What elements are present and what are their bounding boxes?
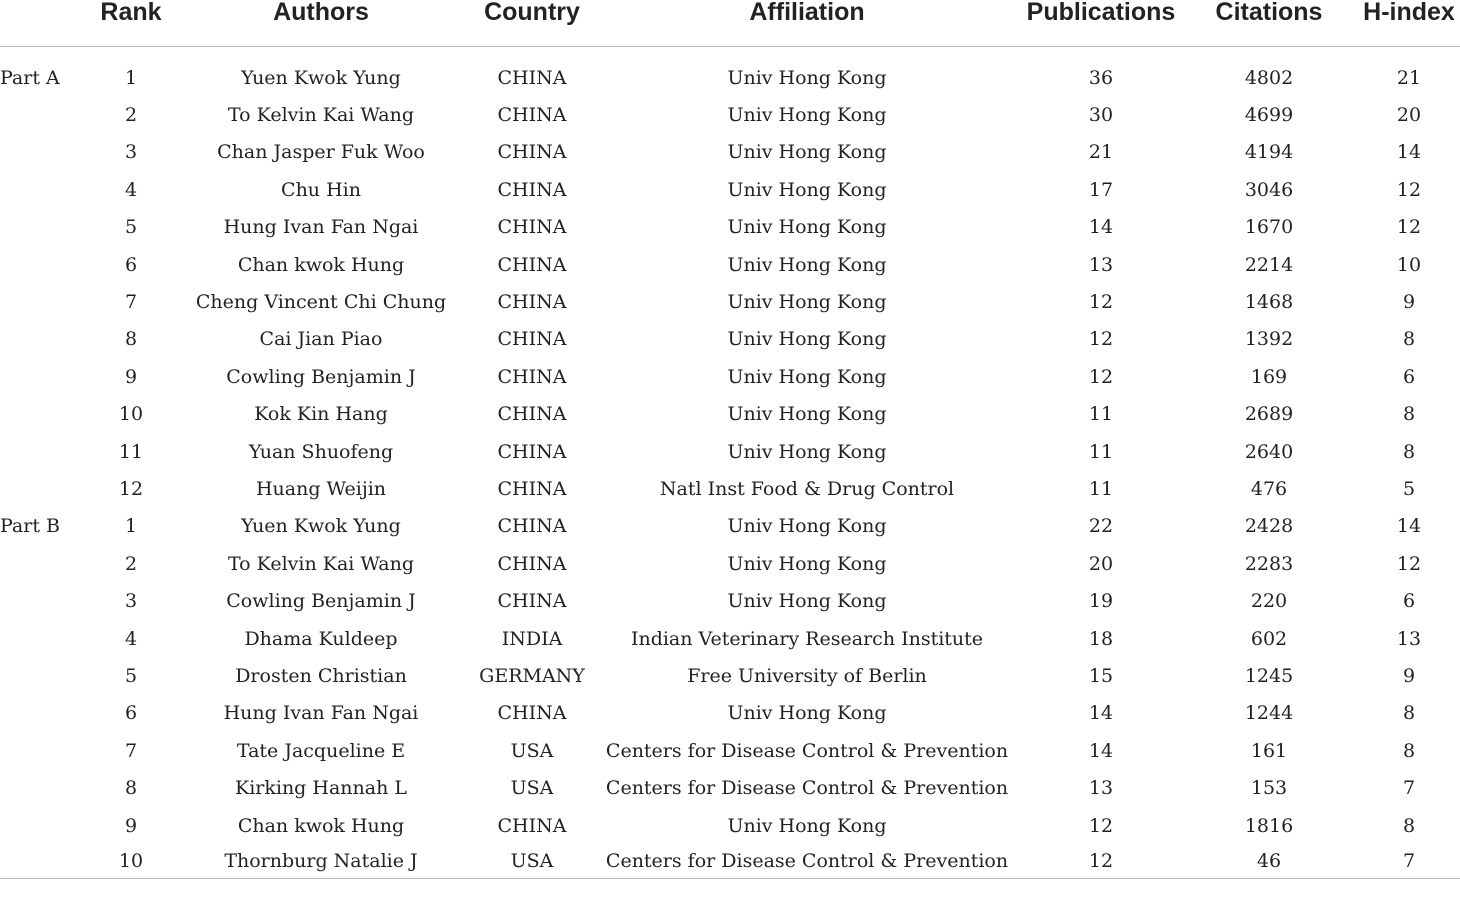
affiliation-cell: Univ Hong Kong (727, 66, 887, 89)
part-label (0, 321, 92, 358)
publications-cell: 19 (1088, 590, 1114, 613)
table-row (0, 134, 1460, 171)
rank-cell: 11 (118, 440, 144, 463)
publications-cell: 11 (1088, 440, 1114, 463)
part-label (0, 96, 92, 133)
rank-cell: 1 (124, 515, 138, 538)
part-label (0, 732, 92, 769)
table-row (0, 695, 1460, 732)
part-label (0, 695, 92, 732)
hindex-cell: 8 (1402, 739, 1416, 762)
rank-cell: 6 (124, 253, 138, 276)
citations-cell: 2640 (1244, 440, 1294, 463)
part-label (0, 657, 92, 694)
author-cell: To Kelvin Kai Wang (227, 552, 414, 575)
hindex-cell: 12 (1396, 178, 1422, 201)
citations-cell: 2689 (1244, 403, 1294, 426)
rank-cell: 3 (124, 590, 138, 613)
hindex-cell: 7 (1358, 844, 1460, 879)
publications-cell: 12 (1022, 844, 1180, 879)
rank-cell: 1 (124, 66, 138, 89)
rank-cell: 6 (124, 702, 138, 725)
table-row (0, 769, 1460, 806)
hindex-cell: 5 (1402, 477, 1416, 500)
part-label (0, 807, 92, 844)
rank-cell: 8 (124, 777, 138, 800)
rank-cell: 5 (124, 664, 138, 687)
author-cell: Chan Jasper Fuk Woo (217, 141, 425, 164)
country-cell: USA (510, 739, 554, 762)
part-label (0, 246, 92, 283)
hindex-cell: 9 (1402, 291, 1416, 314)
header-citations: Citations (1180, 0, 1358, 47)
publications-cell: 13 (1088, 777, 1114, 800)
citations-cell: 3046 (1244, 178, 1294, 201)
hindex-cell: 6 (1402, 590, 1416, 613)
author-cell: Huang Weijin (255, 477, 387, 500)
hindex-cell: 7 (1402, 777, 1416, 800)
country-cell: USA (510, 777, 554, 800)
country-cell: CHINA (497, 702, 567, 725)
rank-cell: 4 (124, 178, 138, 201)
table-row (0, 283, 1460, 320)
hindex-cell: 21 (1396, 66, 1422, 89)
affiliation-cell: Centers for Disease Control & Prevention (605, 777, 1009, 800)
publications-cell: 17 (1088, 178, 1114, 201)
country-cell: CHINA (497, 253, 567, 276)
part-label (0, 134, 92, 171)
table-row (0, 47, 1460, 97)
table-row (0, 582, 1460, 619)
citations-cell: 169 (1250, 365, 1288, 388)
hindex-cell: 6 (1402, 365, 1416, 388)
table-row (0, 657, 1460, 694)
country-cell: CHINA (497, 141, 567, 164)
publications-cell: 12 (1088, 328, 1114, 351)
publications-cell: 12 (1088, 291, 1114, 314)
publications-cell: 14 (1088, 216, 1114, 239)
header-rank: Rank (92, 0, 170, 47)
table-row (0, 732, 1460, 769)
country-cell: CHINA (497, 440, 567, 463)
header-hindex: H-index (1358, 0, 1460, 47)
affiliation-cell: Univ Hong Kong (727, 291, 887, 314)
table-row (0, 807, 1460, 844)
affiliation-cell: Univ Hong Kong (727, 515, 887, 538)
author-cell: Yuen Kwok Yung (241, 515, 401, 538)
author-cell: To Kelvin Kai Wang (227, 104, 414, 127)
country-cell: CHINA (497, 328, 567, 351)
part-label (0, 545, 92, 582)
author-cell: Chan kwok Hung (237, 814, 405, 837)
hindex-cell: 20 (1396, 104, 1422, 127)
affiliation-cell: Univ Hong Kong (727, 552, 887, 575)
country-cell: CHINA (497, 178, 567, 201)
rank-cell: 10 (118, 403, 144, 426)
hindex-cell: 8 (1402, 702, 1416, 725)
affiliation-cell: Univ Hong Kong (727, 702, 887, 725)
rank-cell: 9 (124, 814, 138, 837)
publications-cell: 14 (1088, 702, 1114, 725)
affiliation-cell: Univ Hong Kong (727, 141, 887, 164)
hindex-cell: 14 (1396, 515, 1422, 538)
author-cell: Chan kwok Hung (237, 253, 405, 276)
country-cell: GERMANY (479, 664, 585, 687)
part-label (0, 582, 92, 619)
citations-cell: 4699 (1244, 104, 1294, 127)
table-row (0, 358, 1460, 395)
affiliation-cell: Centers for Disease Control & Prevention (592, 844, 1022, 879)
publications-cell: 36 (1088, 66, 1114, 89)
publications-cell: 20 (1088, 552, 1114, 575)
country-cell: CHINA (497, 403, 567, 426)
author-cell: Yuen Kwok Yung (241, 66, 401, 89)
author-cell: Cowling Benjamin J (226, 590, 416, 613)
citations-cell: 1392 (1244, 328, 1294, 351)
citations-cell: 1670 (1244, 216, 1294, 239)
publications-cell: 18 (1088, 627, 1114, 650)
header-row (0, 0, 1460, 47)
author-cell: Kok Kin Hang (254, 403, 388, 426)
author-cell: Yuan Shuofeng (248, 440, 394, 463)
citations-cell: 1244 (1244, 702, 1294, 725)
part-label: Part A (0, 66, 60, 89)
publications-cell: 30 (1088, 104, 1114, 127)
header-publications: Publications (1022, 0, 1180, 47)
table-row (0, 396, 1460, 433)
country-cell: CHINA (497, 552, 567, 575)
citations-cell: 1245 (1244, 664, 1294, 687)
rank-cell: 10 (92, 844, 170, 879)
table-row (0, 96, 1460, 133)
affiliation-cell: Indian Veterinary Research Institute (630, 627, 984, 650)
citations-cell: 476 (1250, 477, 1288, 500)
part-label (0, 283, 92, 320)
hindex-cell: 12 (1396, 552, 1422, 575)
citations-cell: 220 (1250, 590, 1288, 613)
header-authors: Authors (170, 0, 472, 47)
publications-cell: 13 (1088, 253, 1114, 276)
author-cell: Drosten Christian (235, 664, 407, 687)
header-part (0, 0, 92, 47)
table-row (0, 620, 1460, 657)
citations-cell: 4194 (1244, 141, 1294, 164)
rank-cell: 7 (124, 739, 138, 762)
author-cell: Thornburg Natalie J (170, 844, 472, 879)
affiliation-cell: Free University of Berlin (687, 664, 927, 687)
affiliation-cell: Univ Hong Kong (727, 814, 887, 837)
part-label: Part B (0, 515, 60, 538)
author-cell: Cai Jian Piao (259, 328, 383, 351)
table-row (0, 470, 1460, 507)
part-label (0, 433, 92, 470)
part-label (0, 769, 92, 806)
part-label (0, 209, 92, 246)
publications-cell: 21 (1088, 141, 1114, 164)
country-cell: CHINA (497, 515, 567, 538)
rank-cell: 4 (124, 627, 138, 650)
hindex-cell: 9 (1402, 664, 1416, 687)
table-row (0, 844, 1460, 879)
part-label (0, 844, 92, 879)
publications-cell: 15 (1088, 664, 1114, 687)
hindex-cell: 8 (1402, 328, 1416, 351)
affiliation-cell: Univ Hong Kong (727, 253, 887, 276)
rank-cell: 5 (124, 216, 138, 239)
publications-cell: 11 (1088, 477, 1114, 500)
citations-cell: 161 (1250, 739, 1288, 762)
table-row (0, 508, 1460, 545)
hindex-cell: 8 (1402, 440, 1416, 463)
publications-cell: 22 (1088, 515, 1114, 538)
author-cell: Cheng Vincent Chi Chung (195, 291, 447, 314)
country-cell: CHINA (497, 365, 567, 388)
country-cell: USA (472, 844, 592, 879)
affiliation-cell: Centers for Disease Control & Prevention (605, 739, 1009, 762)
citations-cell: 153 (1250, 777, 1288, 800)
rank-cell: 9 (124, 365, 138, 388)
country-cell: CHINA (497, 216, 567, 239)
author-cell: Kirking Hannah L (235, 777, 407, 800)
part-label (0, 620, 92, 657)
rank-cell: 2 (124, 552, 138, 575)
author-cell: Hung Ivan Fan Ngai (223, 216, 419, 239)
citations-cell: 2214 (1244, 253, 1294, 276)
citations-cell: 2283 (1244, 552, 1294, 575)
table-header (0, 0, 1460, 47)
publications-cell: 11 (1088, 403, 1114, 426)
header-affiliation: Affiliation (592, 0, 1022, 47)
affiliation-cell: Univ Hong Kong (727, 216, 887, 239)
citations-cell: 2428 (1244, 515, 1294, 538)
country-cell: CHINA (497, 814, 567, 837)
author-cell: Chu Hin (281, 178, 361, 201)
affiliation-cell: Univ Hong Kong (727, 440, 887, 463)
publications-cell: 12 (1088, 814, 1114, 837)
affiliation-cell: Univ Hong Kong (727, 403, 887, 426)
affiliation-cell: Univ Hong Kong (727, 590, 887, 613)
citations-cell: 4802 (1244, 66, 1294, 89)
country-cell: CHINA (497, 104, 567, 127)
part-label (0, 171, 92, 208)
table-row (0, 246, 1460, 283)
hindex-cell: 8 (1402, 403, 1416, 426)
country-cell: CHINA (497, 477, 567, 500)
table-row (0, 171, 1460, 208)
country-cell: CHINA (497, 590, 567, 613)
header-country: Country (472, 0, 592, 47)
hindex-cell: 8 (1402, 814, 1416, 837)
affiliation-cell: Univ Hong Kong (727, 328, 887, 351)
table-row (0, 209, 1460, 246)
table-row (0, 433, 1460, 470)
rank-cell: 12 (118, 477, 144, 500)
hindex-cell: 10 (1396, 253, 1422, 276)
affiliation-cell: Natl Inst Food & Drug Control (659, 477, 955, 500)
citations-cell: 46 (1180, 844, 1358, 879)
hindex-cell: 13 (1396, 627, 1422, 650)
affiliation-cell: Univ Hong Kong (727, 104, 887, 127)
citations-cell: 1468 (1244, 291, 1294, 314)
country-cell: CHINA (497, 66, 567, 89)
rank-cell: 3 (124, 141, 138, 164)
table-row (0, 321, 1460, 358)
author-cell: Tate Jacqueline E (236, 739, 406, 762)
citations-cell: 602 (1250, 627, 1288, 650)
publications-cell: 14 (1088, 739, 1114, 762)
author-cell: Hung Ivan Fan Ngai (223, 702, 419, 725)
affiliation-cell: Univ Hong Kong (727, 365, 887, 388)
country-cell: INDIA (501, 627, 563, 650)
part-label (0, 358, 92, 395)
rank-cell: 7 (124, 291, 138, 314)
rank-cell: 8 (124, 328, 138, 351)
hindex-cell: 14 (1396, 141, 1422, 164)
publications-cell: 12 (1088, 365, 1114, 388)
table-body (0, 47, 1460, 879)
table-row (0, 545, 1460, 582)
author-cell: Dhama Kuldeep (244, 627, 398, 650)
rank-cell: 2 (124, 104, 138, 127)
country-cell: CHINA (497, 291, 567, 314)
affiliation-cell: Univ Hong Kong (727, 178, 887, 201)
author-cell: Cowling Benjamin J (226, 365, 416, 388)
citations-cell: 1816 (1244, 814, 1294, 837)
part-label (0, 396, 92, 433)
part-label (0, 470, 92, 507)
hindex-cell: 12 (1396, 216, 1422, 239)
